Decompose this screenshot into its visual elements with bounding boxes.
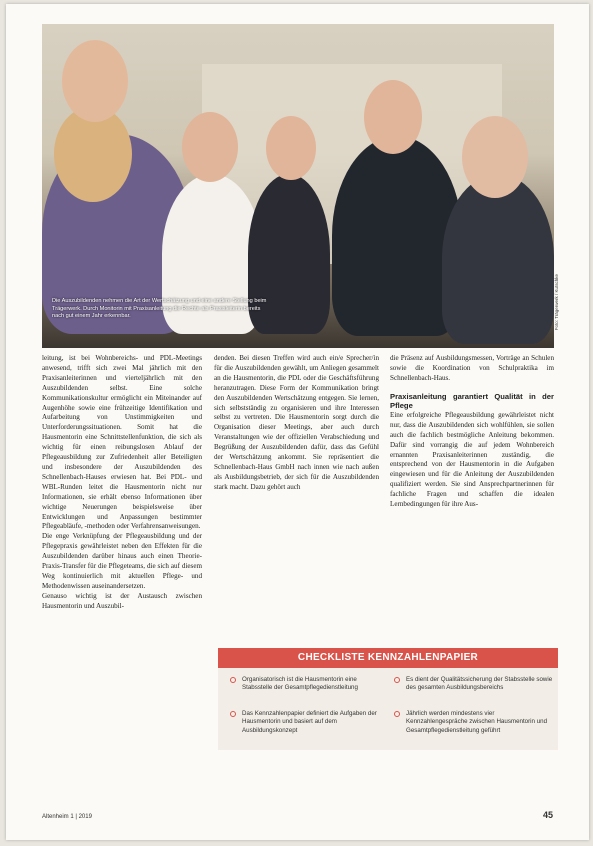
person-head — [182, 112, 238, 182]
paragraph: die Präsenz auf Ausbildungsmessen, Vorträge an Schulen sowie die Koordination von Schulpraktika im Schnellenbach-Haus. — [390, 354, 554, 382]
photo-caption: Die Auszubildenden nehmen die Art der Wertschätzung und eine andere Stellung beim Trägerwerk. Durch Monitorin mit Praxisanleitung die Rechte als Praxisleiterin bereits nach gut einem Jahr erkennbar. — [52, 298, 267, 320]
text-column-2 — [214, 354, 379, 493]
checklist-item: Organisatorisch ist die Hausmentorin eine Stabsstelle der Gesamtpflegedienstleitung — [230, 676, 382, 693]
bullet-circle-icon — [230, 677, 236, 683]
photo-credit: Foto: Trägerwerk / Kutschke — [554, 274, 559, 331]
bullet-circle-icon — [394, 677, 400, 683]
person-head — [62, 40, 128, 122]
checklist-title: CHECKLISTE KENNZAHLENPAPIER — [218, 648, 558, 668]
text-column-1 — [42, 354, 202, 612]
paragraph: Genauso wichtig ist der Austausch zwischen Hausmentorin und Auszubil- — [42, 591, 202, 610]
person-head — [266, 116, 316, 180]
paragraph: Die enge Verknüpfung der Pflegeausbildung und der Pflegepraxis gewährleistet neben den Effekten für die Auszubildenden darüber hinaus auch einen Theorie-Praxis-Transfer für die Pflegeteams, die sich auf diesem Weg kontinuierlich mit aktuellen Pflege- und Methodenwissen auseinandersetzen. — [42, 532, 202, 590]
magazine-page — [6, 4, 589, 840]
checklist-item: Das Kennzahlenpapier definiert die Aufgaben der Hausmentorin und basiert auf dem Ausbildungskonzept — [230, 710, 382, 735]
page-number: 45 — [542, 810, 553, 820]
text-column-3 — [390, 354, 554, 510]
person-head — [462, 116, 528, 198]
checklist-box — [218, 648, 558, 750]
footer-issue: Altenheim 1 | 2019 — [42, 814, 92, 820]
checklist-item: Es dient der Qualitätssicherung der Stabsstelle sowie des gesamten Ausbildungsbereichs — [394, 676, 556, 693]
bullet-circle-icon — [394, 711, 400, 717]
group-photo — [42, 24, 554, 348]
person-figure — [442, 174, 554, 344]
paragraph: leitung, ist bei Wohnbereichs- und PDL-Meetings anwesend, trifft sich zwei Mal jährlich mit den Praxisanleiterinnen und vierteljährlich mit den Auszubildenden selbst. Eine solche Kommunikationskultur ermöglicht ein Miteinander auf Augenhöhe sowie eine frühzeitige Identifikation und Aufarbeitung von Unstimmigkeiten und Unterforderungssituationen. Somit hat die Hausmentorin eine Schnittstellenfunktion, die sich als wichtig für einen reibungslosen Ablauf der Pflegeausbildung zur Zufriedenheit aller Beteiligten und insbesondere der Auszubildenden des Schnellenbach-Hauses erwiesen hat. Bei PDL- und WBL-Runden leitet die Hausmentorin nicht nur Informationen, sie erhält ebenso Informationen über wichtige Neuerungen beispielsweise über Entwicklungen und Anpassungen bestimmter Pflegeabläufe, -methoden oder Verfahrensanweisungen. — [42, 354, 202, 531]
person-head — [364, 80, 422, 154]
bullet-circle-icon — [230, 711, 236, 717]
checklist-item: Jährlich werden mindestens vier Kennzahlengespräche zwischen Hausmentorin und Gesamtpflegedienstleitung geführt — [394, 710, 556, 735]
section-heading: Praxisanleitung garantiert Qualität in der Pflege — [390, 391, 554, 411]
paragraph: denden. Bei diesen Treffen wird auch ein/e Sprecher/in für die Auszubildenden gewählt, um Anliegen gesammelt an die Hausmentorin, die PDL oder die Geschäftsführung heranzutragen. Diese Form der Kommunikation bringt den Auszubildenden Wertschätzung entgegen. Sie lernen, sich selbstständig zu organisieren und ihre Interessen selbst zu vertreten. Die Hausmentorin sorgt durch die Organisation dieser Meetings, aber auch durch Veranstaltungen wie der offiziellen Verabschiedung und Begrüßung der Auszubildenden dafür, dass das Gefühl der Wertschätzung ankommt. Sie repräsentiert die Schnellenbach-Haus GmbH nach innen wie nach außen als Ausbildungsbetrieb, der sich für die Auszubildenden stark macht. Dazu gehört auch — [214, 354, 379, 491]
paragraph: Eine erfolgreiche Pflegeausbildung gewährleistet nicht nur, dass die Auszubildenden sich wohlfühlen, sie sollen auch die fachlich bestmögliche Anleitung bekommen. Dafür sind vorrangig die auf jedem Wohnbereich ernannten Praxisanleiterinnen zuständig, die entsprechend von der Hausmentorin in die Aufgaben eingewiesen und für die Anleitung der Auszubildenden qualifiziert werden. Sie sind Ansprechpartnerinnen für fachliche Fragen und schaffen die idealen Lernbedingungen für ihre Aus- — [390, 410, 554, 509]
